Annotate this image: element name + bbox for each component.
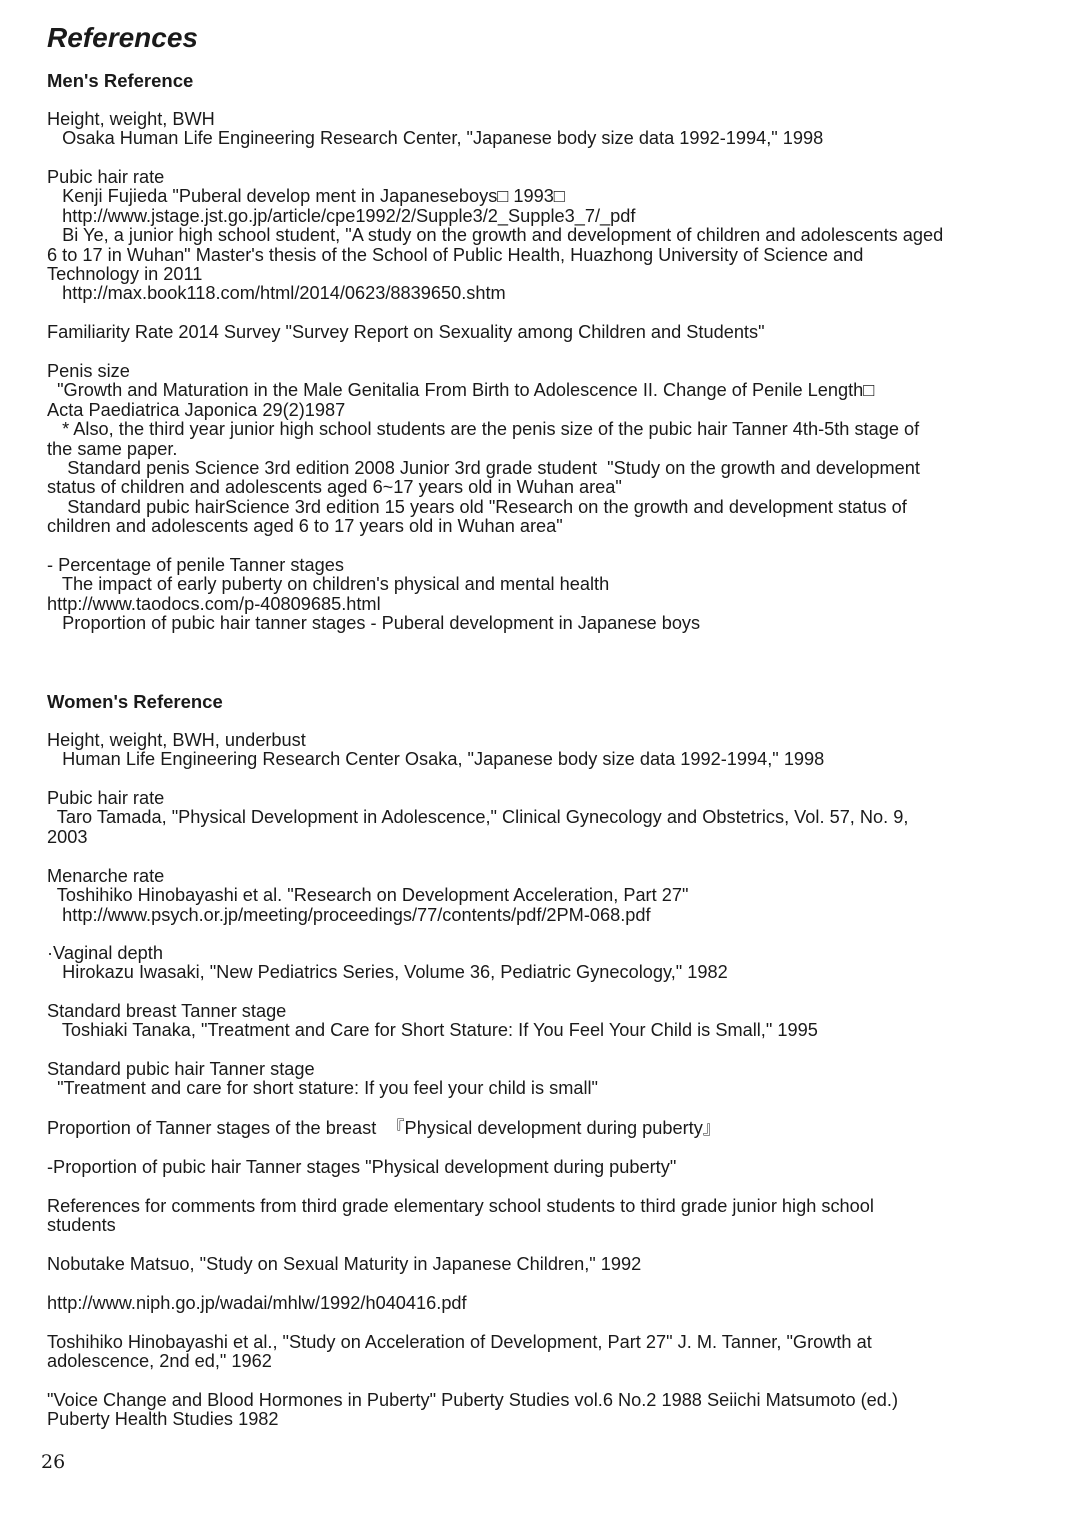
citation-url: http://www.taodocs.com/p-40809685.html [47, 593, 381, 614]
citation-line: Technology in 2011 [47, 264, 203, 285]
citation-line: "Treatment and care for short stature: If you feel your child is small" [47, 1078, 599, 1099]
womens-breast-tanner-entry [47, 1002, 1032, 1041]
womens-reference-heading: Women's Reference [47, 691, 223, 712]
citation-line: "Growth and Maturation in the Male Genitalia From Birth to Adolescence II. Change of Penile Length□ [47, 380, 875, 401]
entry-label: References for comments from third grade elementary school students to third grade junior high school [47, 1196, 874, 1216]
entry-label: Height, weight, BWH [47, 109, 215, 129]
entry-label: -Proportion of pubic hair Tanner stages "Physical development during puberty" [47, 1157, 677, 1177]
womens-voice-change-entry [47, 1391, 1032, 1430]
citation-url: http://www.jstage.jst.go.jp/article/cpe1992/2/Supple3/2_Supple3_7/_pdf [47, 205, 636, 226]
citation-line: 2003 [47, 826, 88, 847]
citation-line: the same paper. [47, 438, 178, 459]
mens-penile-tanner-entry [47, 556, 1032, 634]
entry-label: Proportion of Tanner stages of the breast 『Physical development during puberty』 [47, 1118, 721, 1138]
entry-label: students [47, 1215, 116, 1236]
mens-reference-heading: Men's Reference [47, 70, 194, 91]
citation-line: The impact of early puberty on children's physical and mental health [47, 574, 610, 595]
citation-line: Acta Paediatrica Japonica 29(2)1987 [47, 399, 346, 420]
entry-label: ·Vaginal depth [47, 943, 163, 963]
mens-pubic-hair-entry [47, 168, 1032, 304]
womens-pubic-hair-entry [47, 789, 1032, 847]
citation-line: Nobutake Matsuo, "Study on Sexual Maturity in Japanese Children," 1992 [47, 1254, 642, 1274]
womens-breast-proportion-entry [47, 1119, 1032, 1138]
entry-label: Familiarity Rate 2014 Survey "Survey Report on Sexuality among Children and Students" [47, 322, 765, 342]
citation-line: Bi Ye, a junior high school student, "A study on the growth and development of children and adolescents aged [47, 225, 944, 246]
womens-niph-url-entry [47, 1294, 1032, 1313]
citation-line: Proportion of pubic hair tanner stages - Puberal development in Japanese boys [47, 613, 701, 634]
womens-vaginal-depth-entry [47, 944, 1032, 983]
womens-menarche-entry [47, 867, 1032, 925]
mens-penis-size-entry [47, 362, 1032, 537]
page-title: References [47, 22, 198, 53]
entry-label: Penis size [47, 361, 130, 381]
entry-label: Standard breast Tanner stage [47, 1001, 287, 1021]
womens-pubic-proportion-entry [47, 1158, 1032, 1177]
citation-line: Taro Tamada, "Physical Development in Adolescence," Clinical Gynecology and Obstetrics, Vol. 57, No. 9, [47, 807, 909, 828]
citation-line: Toshihiko Hinobayashi et al. "Research on Development Acceleration, Part 27" [47, 885, 689, 906]
womens-hinobayashi-tanner-entry [47, 1333, 1032, 1372]
womens-matsuo-entry [47, 1255, 1032, 1274]
citation-line: Hirokazu Iwasaki, "New Pediatrics Series, Volume 36, Pediatric Gynecology," 1982 [47, 962, 728, 983]
citation-line: adolescence, 2nd ed," 1962 [47, 1351, 272, 1372]
citation-line: 6 to 17 in Wuhan" Master's thesis of the School of Public Health, Huazhong University of Science and [47, 244, 864, 265]
citation-line: Standard penis Science 3rd edition 2008 Junior 3rd grade student "Study on the growth and development [47, 458, 920, 479]
citation-line: Toshiaki Tanaka, "Treatment and Care for Short Stature: If You Feel Your Child is Small," 1995 [47, 1020, 818, 1041]
citation-line: children and adolescents aged 6 to 17 years old in Wuhan area" [47, 516, 563, 537]
citation-line: "Voice Change and Blood Hormones in Puberty" Puberty Studies vol.6 No.2 1988 Seiichi Matsumoto (ed.) [47, 1390, 899, 1410]
citation-line: status of children and adolescents aged 6~17 years old in Wuhan area" [47, 477, 622, 498]
womens-pubic-tanner-entry [47, 1060, 1032, 1099]
entry-label: - Percentage of penile Tanner stages [47, 555, 344, 575]
citation-url: http://www.niph.go.jp/wadai/mhlw/1992/h040416.pdf [47, 1293, 467, 1313]
mens-height-weight-entry [47, 110, 1032, 149]
citation-url: http://max.book118.com/html/2014/0623/8839650.shtm [47, 283, 506, 304]
entry-label: Height, weight, BWH, underbust [47, 730, 306, 750]
citation-line: Standard pubic hairScience 3rd edition 15 years old "Research on the growth and development status of [47, 496, 907, 517]
womens-comments-reference-entry [47, 1197, 1032, 1236]
womens-height-weight-entry [47, 731, 1032, 770]
citation-url: http://www.psych.or.jp/meeting/proceedings/77/contents/pdf/2PM-068.pdf [47, 904, 651, 925]
citation-line: Toshihiko Hinobayashi et al., "Study on Acceleration of Development, Part 27" J. M. Tanner, "Growth at [47, 1332, 872, 1352]
page-number: 26 [41, 1451, 66, 1473]
citation-line: Osaka Human Life Engineering Research Center, "Japanese body size data 1992-1994," 1998 [47, 128, 824, 149]
entry-label: Pubic hair rate [47, 788, 165, 808]
entry-label: Standard pubic hair Tanner stage [47, 1059, 315, 1079]
citation-line: * Also, the third year junior high school students are the penis size of the pubic hair Tanner 4th-5th stage of [47, 419, 920, 440]
citation-line: Kenji Fujieda "Puberal develop ment in Japaneseboys□ 1993□ [47, 186, 565, 207]
entry-label: Pubic hair rate [47, 167, 165, 187]
citation-line: Puberty Health Studies 1982 [47, 1409, 279, 1430]
citation-line: Human Life Engineering Research Center Osaka, "Japanese body size data 1992-1994," 1998 [47, 749, 825, 770]
mens-familiarity-entry [47, 323, 1032, 342]
entry-label: Menarche rate [47, 866, 165, 886]
